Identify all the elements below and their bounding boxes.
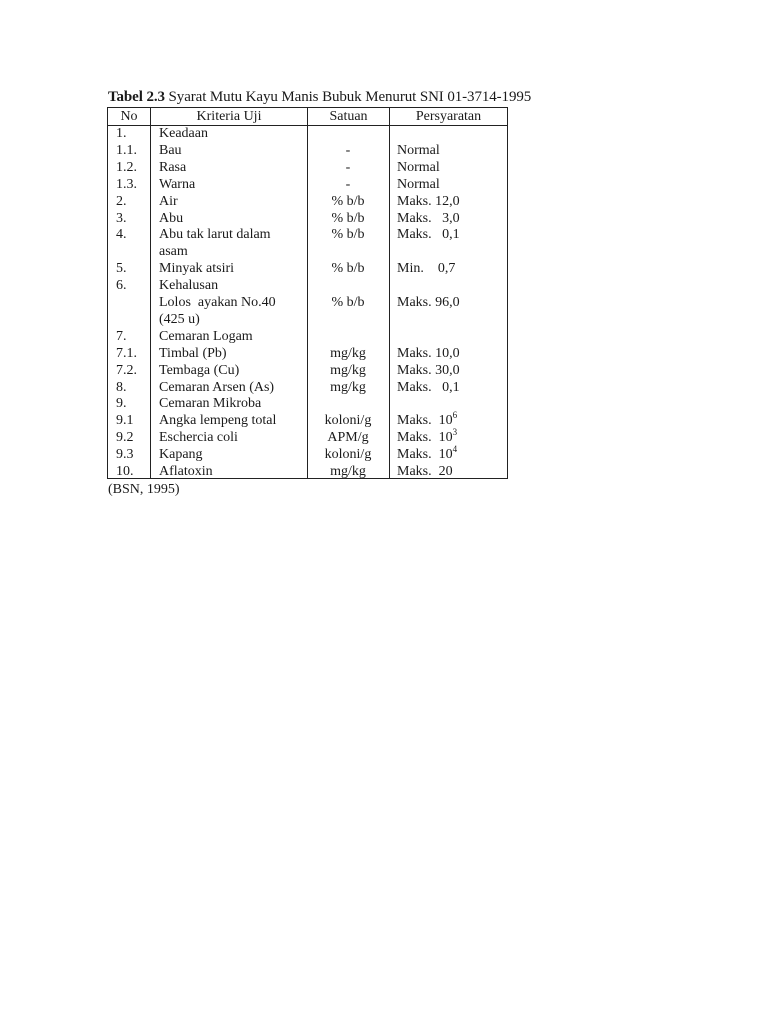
table-row	[108, 429, 507, 446]
cell-satuan: mg/kg	[330, 464, 366, 479]
cell-satuan: koloni/g	[324, 447, 372, 463]
table-row	[108, 193, 507, 210]
cell-persyaratan-wrap	[397, 429, 457, 446]
cell-no: 5.	[116, 261, 127, 277]
header-no: No	[120, 109, 138, 124]
cell-satuan: % b/b	[331, 295, 365, 310]
cell-kriteria: Abu tak larut dalam	[159, 227, 271, 243]
cell-no: 7.2.	[116, 362, 137, 378]
cell-no: 7.	[116, 328, 127, 344]
cell-kriteria: Aflatoxin	[159, 464, 213, 479]
cell-no: 9.	[116, 396, 127, 412]
table-row	[108, 243, 507, 260]
cell-kriteria: (425 u)	[159, 311, 200, 327]
table-row	[108, 277, 507, 294]
cell-persyaratan: Maks. 30,0	[397, 362, 460, 378]
cell-kriteria: Lolos ayakan No.40	[159, 295, 276, 310]
cell-satuan: % b/b	[331, 227, 365, 243]
cell-persyaratan-wrap	[397, 446, 457, 463]
cell-satuan: -	[345, 176, 351, 192]
cell-kriteria: asam	[159, 244, 188, 260]
cell-no: 9.2	[116, 430, 134, 446]
cell-no: 1.1.	[116, 142, 137, 158]
table-row	[108, 125, 507, 142]
cell-satuan: APM/g	[327, 430, 369, 446]
table-row	[108, 395, 507, 412]
cell-kriteria: Eschercia coli	[159, 430, 238, 446]
cell-kriteria: Abu	[159, 210, 184, 226]
cell-kriteria: Bau	[159, 142, 182, 158]
header-persyaratan: Persyaratan	[415, 109, 482, 124]
cell-no: 8.	[116, 379, 127, 395]
table-row	[108, 362, 507, 379]
cell-no: 1.2.	[116, 159, 137, 175]
cell-persyaratan: Normal	[397, 176, 440, 192]
cell-kriteria: Kehalusan	[159, 278, 219, 294]
table-row	[108, 379, 507, 396]
cell-no: 4.	[116, 227, 127, 243]
cell-kriteria: Warna	[159, 176, 196, 192]
cell-kriteria: Rasa	[159, 159, 187, 175]
cell-kriteria: Minyak atsiri	[159, 261, 235, 277]
cell-persyaratan: Maks. 10	[397, 430, 453, 446]
cell-persyaratan-wrap	[397, 412, 457, 429]
cell-persyaratan: Normal	[397, 159, 440, 175]
exponent: 3	[452, 427, 458, 438]
cell-satuan: mg/kg	[330, 379, 366, 395]
table-caption-text: Syarat Mutu Kayu Manis Bubuk Menurut SNI 01-3714-1995	[164, 89, 532, 105]
cell-persyaratan: Maks. 96,0	[397, 295, 460, 310]
cell-kriteria: Cemaran Logam	[159, 328, 253, 344]
table-row	[108, 176, 507, 193]
cell-satuan: -	[345, 159, 351, 175]
table-row	[108, 142, 507, 159]
cell-kriteria: Keadaan	[159, 126, 208, 141]
cell-satuan: % b/b	[331, 210, 365, 226]
table-row	[108, 294, 507, 311]
cell-kriteria: Cemaran Mikroba	[159, 396, 262, 412]
cell-persyaratan: Min. 0,7	[397, 261, 456, 277]
cell-satuan: mg/kg	[330, 345, 366, 361]
header-kriteria: Kriteria Uji	[196, 109, 262, 124]
cell-satuan: % b/b	[331, 261, 365, 277]
cell-kriteria: Kapang	[159, 447, 203, 463]
cell-no: 9.1	[116, 413, 134, 429]
cell-no: 7.1.	[116, 345, 137, 361]
cell-no: 9.3	[116, 447, 134, 463]
cell-kriteria: Angka lempeng total	[159, 413, 277, 429]
cell-satuan: -	[345, 142, 351, 158]
cell-persyaratan: Maks. 20	[397, 464, 453, 479]
table-row	[108, 446, 507, 463]
cell-kriteria: Timbal (Pb)	[159, 345, 227, 361]
cell-no: 1.	[116, 126, 127, 141]
table-row	[108, 412, 507, 429]
cell-no: 6.	[116, 278, 127, 294]
cell-no: 10.	[116, 464, 134, 479]
cell-persyaratan: Maks. 10,0	[397, 345, 460, 361]
cell-persyaratan: Normal	[397, 142, 440, 158]
exponent: 4	[452, 444, 458, 455]
cell-kriteria: Cemaran Arsen (As)	[159, 379, 275, 395]
table-caption-label: Tabel 2.3	[108, 89, 165, 105]
cell-kriteria: Air	[159, 193, 178, 209]
header-satuan: Satuan	[329, 109, 368, 124]
cell-kriteria: Tembaga (Cu)	[159, 362, 240, 378]
cell-satuan: % b/b	[331, 193, 365, 209]
quality-table	[107, 107, 508, 479]
cell-persyaratan: Maks. 12,0	[397, 193, 460, 209]
table-row	[108, 328, 507, 345]
table-row	[108, 463, 507, 480]
source-note: (BSN, 1995)	[108, 482, 180, 497]
table-row	[108, 159, 507, 176]
table-row	[108, 260, 507, 277]
exponent: 6	[452, 410, 458, 421]
cell-persyaratan: Maks. 3,0	[397, 210, 460, 226]
cell-persyaratan: Maks. 0,1	[397, 227, 460, 243]
table-row	[108, 210, 507, 227]
cell-persyaratan: Maks. 10	[397, 413, 453, 429]
cell-no: 3.	[116, 210, 127, 226]
cell-no: 2.	[116, 193, 127, 209]
table-caption	[108, 89, 531, 106]
cell-persyaratan: Maks. 10	[397, 447, 453, 463]
cell-satuan: mg/kg	[330, 362, 366, 378]
cell-satuan: koloni/g	[324, 413, 372, 429]
table-row	[108, 226, 507, 243]
table-row	[108, 311, 507, 328]
cell-no: 1.3.	[116, 176, 137, 192]
cell-persyaratan: Maks. 0,1	[397, 379, 460, 395]
table-row	[108, 345, 507, 362]
